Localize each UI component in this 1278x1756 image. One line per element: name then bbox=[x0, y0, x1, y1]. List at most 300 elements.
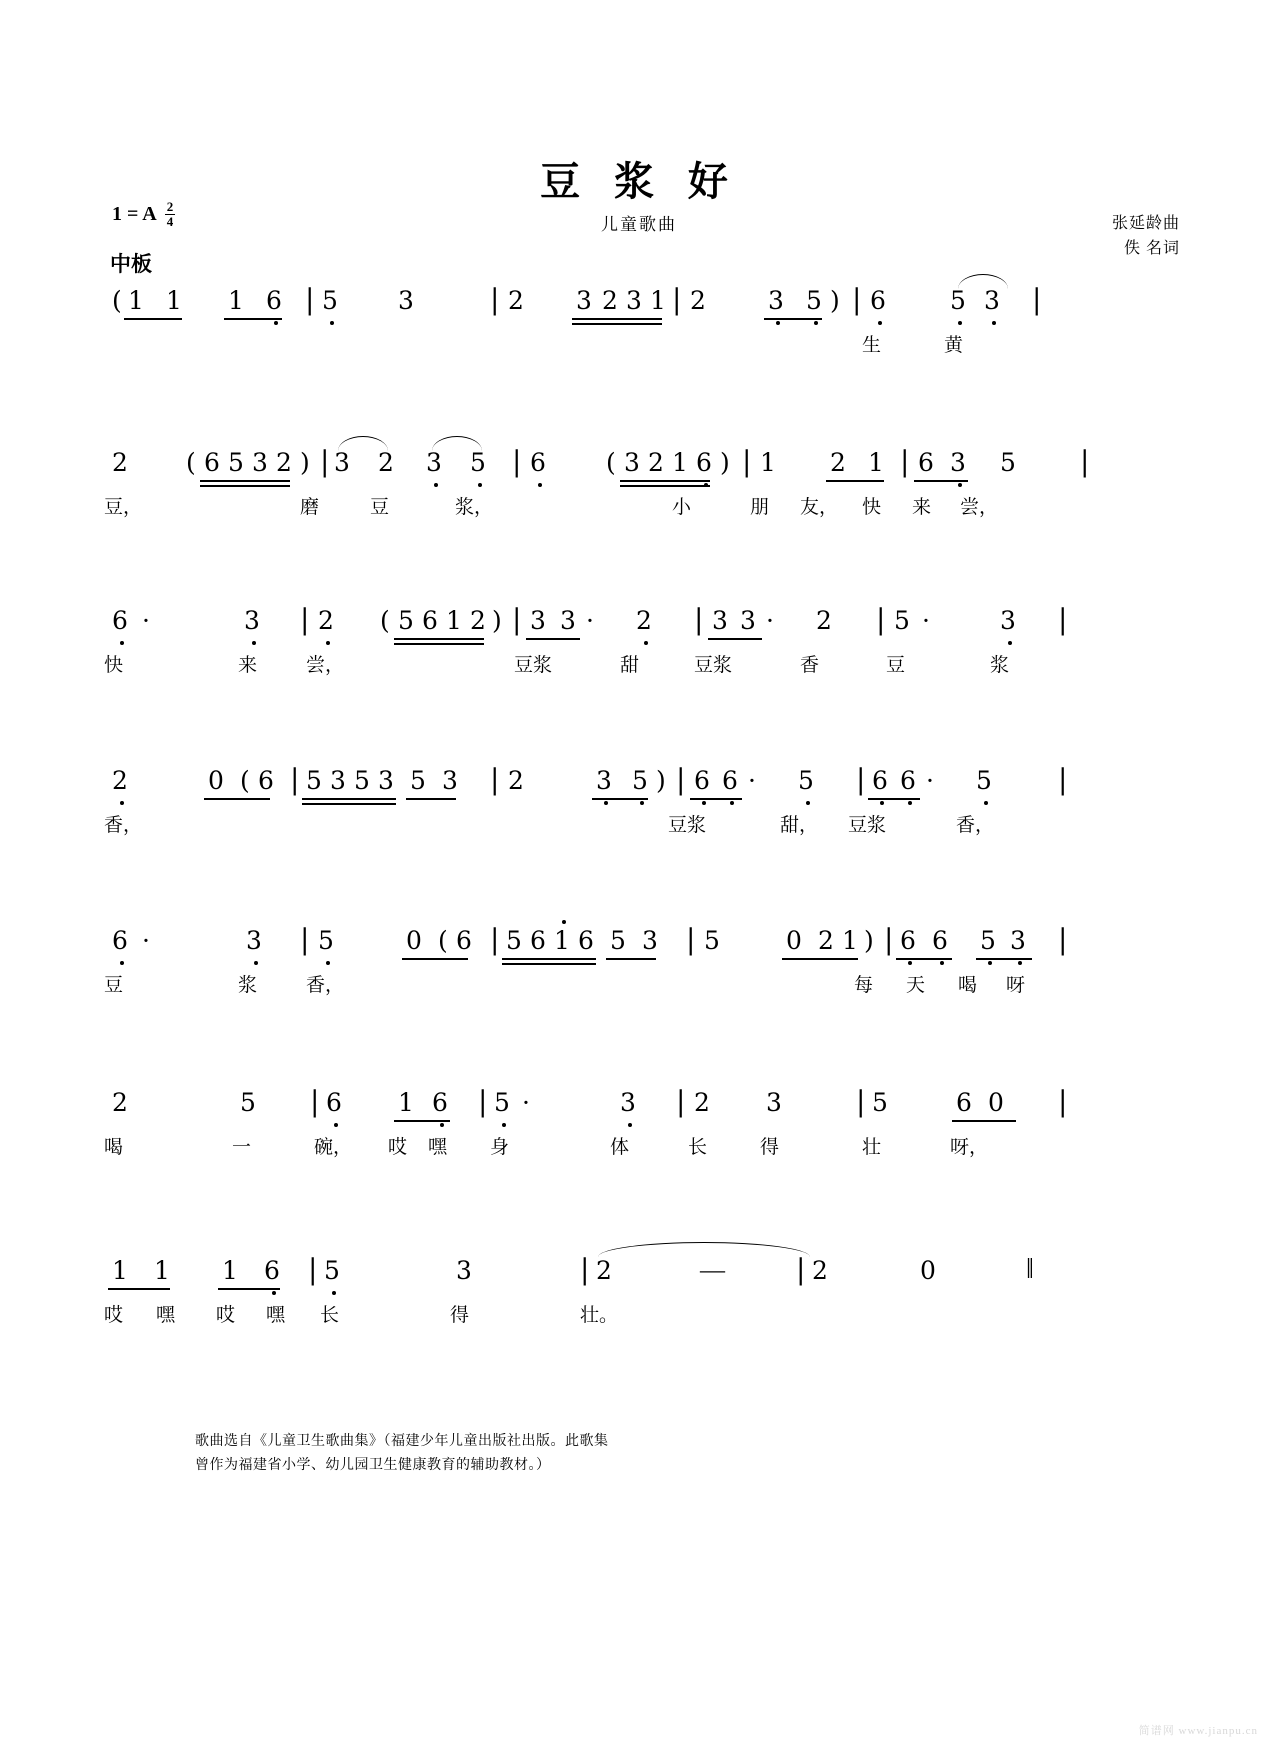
note: ( bbox=[240, 766, 250, 795]
low-octave-dot bbox=[880, 801, 884, 805]
note: · bbox=[766, 606, 774, 635]
lyric-line-1 bbox=[0, 336, 1278, 376]
barline: | bbox=[310, 1085, 320, 1118]
beam bbox=[394, 1120, 450, 1122]
note: 3 bbox=[252, 448, 268, 477]
note: ) bbox=[492, 606, 502, 635]
note: 3 bbox=[334, 448, 350, 477]
note: 5 bbox=[798, 766, 814, 795]
barline: | bbox=[300, 923, 310, 956]
note: 6 bbox=[696, 448, 712, 477]
low-octave-dot bbox=[434, 483, 438, 487]
note: 6 bbox=[422, 606, 438, 635]
note: 5 bbox=[506, 926, 522, 955]
lyric-line-2 bbox=[0, 498, 1278, 538]
sustain-dash: — bbox=[700, 1257, 725, 1284]
note: 5 bbox=[240, 1088, 256, 1117]
beam bbox=[200, 480, 290, 482]
low-octave-dot bbox=[958, 483, 962, 487]
lyric-syllable: 香， bbox=[956, 814, 995, 836]
lyric-syllable: 香 bbox=[800, 654, 820, 676]
barline: | bbox=[1058, 763, 1068, 796]
note: 5 bbox=[632, 766, 648, 795]
lyric-syllable: 小 bbox=[672, 496, 692, 518]
note: 3 bbox=[442, 766, 458, 795]
score-row-7 bbox=[0, 1253, 1278, 1418]
note: 6 bbox=[112, 606, 128, 635]
low-octave-dot bbox=[984, 801, 988, 805]
lyric-syllable: 一 bbox=[232, 1136, 252, 1158]
note: 6 bbox=[578, 926, 594, 955]
low-octave-dot bbox=[252, 641, 256, 645]
lyric-syllable: 香， bbox=[306, 974, 345, 996]
lyric-syllable: 哎 bbox=[104, 1304, 124, 1326]
barline: | bbox=[320, 445, 330, 478]
key-label: 1 = A bbox=[112, 202, 157, 225]
low-octave-dot bbox=[806, 801, 810, 805]
note: 1 bbox=[222, 1256, 238, 1285]
low-octave-dot bbox=[730, 801, 734, 805]
beam bbox=[224, 318, 282, 320]
note: ) bbox=[720, 448, 730, 477]
barline: | bbox=[1080, 445, 1090, 478]
beam bbox=[200, 485, 290, 487]
beam bbox=[620, 480, 710, 482]
beam bbox=[952, 1120, 1016, 1122]
barline: | bbox=[796, 1253, 806, 1286]
barline: | bbox=[478, 1085, 488, 1118]
low-octave-dot bbox=[334, 1123, 338, 1127]
note: 6 bbox=[530, 448, 546, 477]
note: 3 bbox=[1010, 926, 1026, 955]
low-octave-dot bbox=[502, 1123, 506, 1127]
barline: | bbox=[672, 283, 682, 316]
note: 5 bbox=[806, 286, 822, 315]
note: ) bbox=[300, 448, 310, 477]
barline: | bbox=[305, 283, 315, 316]
barline: | bbox=[856, 1085, 866, 1118]
page-title: 豆 浆 好 bbox=[540, 158, 738, 205]
note: 5 bbox=[410, 766, 426, 795]
note: 0 bbox=[988, 1088, 1004, 1117]
low-octave-dot bbox=[326, 961, 330, 965]
note: 5 bbox=[980, 926, 996, 955]
low-octave-dot bbox=[908, 961, 912, 965]
note: 6 bbox=[432, 1088, 448, 1117]
beam bbox=[502, 963, 596, 965]
low-octave-dot bbox=[1008, 641, 1012, 645]
lyric-syllable: 碗， bbox=[314, 1136, 353, 1158]
note: 3 bbox=[766, 1088, 782, 1117]
high-octave-dot bbox=[562, 920, 566, 924]
footnote: 歌曲选自《儿童卫生歌曲集》（福建少年儿童出版社出版。此歌集曾作为福建省小学、幼儿园卫生健康教育的辅助教材。） bbox=[195, 1434, 609, 1473]
lyric-syllable: 豆 bbox=[886, 654, 906, 676]
note: 3 bbox=[330, 766, 346, 795]
note: 2 bbox=[112, 766, 128, 795]
beam bbox=[690, 798, 742, 800]
note: 6 bbox=[264, 1256, 280, 1285]
low-octave-dot bbox=[1018, 961, 1022, 965]
watermark: 简谱网 www.jianpu.cn bbox=[1138, 1725, 1258, 1737]
lyric-syllable: 壮。 bbox=[580, 1304, 619, 1326]
note: 5 bbox=[610, 926, 626, 955]
note: 5 bbox=[976, 766, 992, 795]
note: 5 bbox=[470, 448, 486, 477]
score-row-5 bbox=[0, 923, 1278, 1088]
barline: | bbox=[490, 923, 500, 956]
lyric-syllable: 生 bbox=[862, 334, 882, 356]
note: 1 bbox=[760, 448, 776, 477]
note: 3 bbox=[596, 766, 612, 795]
time-signature-denominator: 4 bbox=[166, 213, 174, 229]
barline: | bbox=[876, 603, 886, 636]
score-row-1 bbox=[0, 283, 1278, 448]
beam bbox=[108, 1288, 170, 1290]
beam bbox=[572, 323, 662, 325]
barline: | bbox=[742, 445, 752, 478]
lyric-syllable: 得 bbox=[450, 1304, 470, 1326]
lyric-syllable: 呀 bbox=[1006, 974, 1026, 996]
low-octave-dot bbox=[878, 321, 882, 325]
low-octave-dot bbox=[330, 321, 334, 325]
low-octave-dot bbox=[326, 641, 330, 645]
low-octave-dot bbox=[640, 801, 644, 805]
lyric-syllable: 浆 bbox=[238, 974, 258, 996]
barline: | bbox=[512, 603, 522, 636]
lyric-syllable: 豆 bbox=[104, 974, 124, 996]
lyric-line-3 bbox=[0, 656, 1278, 696]
barline: | bbox=[686, 923, 696, 956]
barline: | bbox=[290, 763, 300, 796]
lyric-syllable: 体 bbox=[610, 1136, 630, 1158]
barline: | bbox=[676, 1085, 686, 1118]
note: 2 bbox=[816, 606, 832, 635]
note: 2 bbox=[694, 1088, 710, 1117]
beam bbox=[826, 480, 884, 482]
beam bbox=[502, 958, 596, 960]
page-subtitle: 儿童歌曲 bbox=[601, 215, 677, 234]
lyric-syllable: 豆 bbox=[370, 496, 390, 518]
note: · bbox=[522, 1088, 530, 1117]
barline: | bbox=[852, 283, 862, 316]
note: 2 bbox=[318, 606, 334, 635]
lyric-syllable: 哎 bbox=[216, 1304, 236, 1326]
beam bbox=[620, 485, 710, 487]
note: · bbox=[142, 606, 150, 635]
lyric-syllable: 天 bbox=[906, 974, 926, 996]
note: ) bbox=[830, 286, 840, 315]
note: · bbox=[922, 606, 930, 635]
lyric-syllable: 甜 bbox=[620, 654, 640, 676]
low-octave-dot bbox=[274, 321, 278, 325]
low-octave-dot bbox=[254, 961, 258, 965]
beam bbox=[606, 958, 656, 960]
note: 5 bbox=[894, 606, 910, 635]
lyric-syllable: 豆浆 bbox=[848, 814, 887, 836]
note: 5 bbox=[306, 766, 322, 795]
score-row-6 bbox=[0, 1085, 1278, 1250]
note: · bbox=[748, 766, 756, 795]
lyric-syllable: 黄 bbox=[944, 334, 964, 356]
note: 6 bbox=[872, 766, 888, 795]
barline: | bbox=[884, 923, 894, 956]
low-octave-dot bbox=[908, 801, 912, 805]
note: 0 bbox=[208, 766, 224, 795]
beam bbox=[124, 318, 182, 320]
low-octave-dot bbox=[120, 961, 124, 965]
note: 5 bbox=[950, 286, 966, 315]
beam bbox=[572, 318, 662, 320]
note: 6 bbox=[456, 926, 472, 955]
note: 0 bbox=[786, 926, 802, 955]
lyricist-credit: 佚 名词 bbox=[1123, 239, 1180, 257]
note: 3 bbox=[740, 606, 756, 635]
note: 2 bbox=[112, 448, 128, 477]
lyric-line-4 bbox=[0, 816, 1278, 856]
note: 3 bbox=[244, 606, 260, 635]
barline: | bbox=[580, 1253, 590, 1286]
note: 0 bbox=[406, 926, 422, 955]
score-row-3 bbox=[0, 603, 1278, 768]
low-octave-dot bbox=[814, 321, 818, 325]
note: 6 bbox=[870, 286, 886, 315]
lyric-syllable: 来 bbox=[912, 496, 932, 518]
note: ) bbox=[656, 766, 666, 795]
time-signature bbox=[165, 200, 176, 228]
note: 6 bbox=[900, 926, 916, 955]
note: 5 bbox=[872, 1088, 888, 1117]
low-octave-dot bbox=[440, 1123, 444, 1127]
note: 1 bbox=[672, 448, 688, 477]
note: 1 bbox=[868, 448, 884, 477]
note: 1 bbox=[128, 286, 144, 315]
lyric-syllable: 哎 bbox=[388, 1136, 408, 1158]
note: 2 bbox=[470, 606, 486, 635]
beam bbox=[218, 1288, 280, 1290]
note: 5 bbox=[318, 926, 334, 955]
note: 5 bbox=[228, 448, 244, 477]
lyric-syllable: 朋 bbox=[750, 496, 770, 518]
lyric-syllable: 来 bbox=[238, 654, 258, 676]
low-octave-dot bbox=[988, 961, 992, 965]
tempo-marking: 中板 bbox=[110, 252, 152, 276]
note: 2 bbox=[830, 448, 846, 477]
note: ( bbox=[438, 926, 448, 955]
note: 0 bbox=[920, 1256, 936, 1285]
note: ) bbox=[864, 926, 874, 955]
lyric-syllable: 喝 bbox=[958, 974, 978, 996]
lyric-syllable: 磨 bbox=[300, 496, 320, 518]
lyric-syllable: 得 bbox=[760, 1136, 780, 1158]
lyric-syllable: 呀， bbox=[950, 1136, 989, 1158]
note: 6 bbox=[900, 766, 916, 795]
barline: | bbox=[694, 603, 704, 636]
beam bbox=[976, 958, 1032, 960]
lyric-syllable: 尝， bbox=[960, 496, 999, 518]
note: 2 bbox=[596, 1256, 612, 1285]
low-octave-dot bbox=[332, 1291, 336, 1295]
note: 3 bbox=[456, 1256, 472, 1285]
low-octave-dot bbox=[120, 641, 124, 645]
barline: | bbox=[900, 445, 910, 478]
lyric-syllable: 浆 bbox=[990, 654, 1010, 676]
note: 6 bbox=[932, 926, 948, 955]
note: 2 bbox=[508, 766, 524, 795]
note: 1 bbox=[154, 1256, 170, 1285]
beam bbox=[394, 638, 484, 640]
low-octave-dot bbox=[776, 321, 780, 325]
lyric-syllable: 长 bbox=[688, 1136, 708, 1158]
note: 5 bbox=[322, 286, 338, 315]
time-signature-numerator: 2 bbox=[166, 199, 174, 214]
note: 3 bbox=[642, 926, 658, 955]
low-octave-dot bbox=[272, 1291, 276, 1295]
note: 6 bbox=[530, 926, 546, 955]
note: 2 bbox=[378, 448, 394, 477]
note: 3 bbox=[246, 926, 262, 955]
note: 2 bbox=[112, 1088, 128, 1117]
note: ( bbox=[112, 286, 122, 315]
note: 2 bbox=[690, 286, 706, 315]
lyric-syllable: 甜， bbox=[780, 814, 819, 836]
note: 6 bbox=[694, 766, 710, 795]
note: 3 bbox=[768, 286, 784, 315]
lyric-syllable: 香， bbox=[104, 814, 143, 836]
note: 1 bbox=[166, 286, 182, 315]
note: 1 bbox=[554, 926, 570, 955]
barline: | bbox=[676, 763, 686, 796]
note: 1 bbox=[112, 1256, 128, 1285]
note: 3 bbox=[626, 286, 642, 315]
score-row-2 bbox=[0, 445, 1278, 610]
barline: | bbox=[1058, 1085, 1068, 1118]
note: 2 bbox=[812, 1256, 828, 1285]
barline: | bbox=[308, 1253, 318, 1286]
barline: | bbox=[490, 763, 500, 796]
note: 6 bbox=[326, 1088, 342, 1117]
lyric-line-5 bbox=[0, 976, 1278, 1016]
lyric-syllable: 浆， bbox=[455, 496, 494, 518]
lyric-syllable: 嘿 bbox=[428, 1136, 448, 1158]
note: 3 bbox=[530, 606, 546, 635]
composer-credit: 张延龄曲 bbox=[1111, 215, 1180, 232]
note: 5 bbox=[1000, 448, 1016, 477]
note: 2 bbox=[636, 606, 652, 635]
barline: | bbox=[856, 763, 866, 796]
beam bbox=[782, 958, 858, 960]
score-row-4 bbox=[0, 763, 1278, 928]
credits bbox=[1112, 212, 1180, 262]
lyric-syllable: 豆浆 bbox=[514, 654, 553, 676]
note: 3 bbox=[984, 286, 1000, 315]
lyric-line-7 bbox=[0, 1306, 1278, 1346]
note: 3 bbox=[624, 448, 640, 477]
note: 3 bbox=[712, 606, 728, 635]
note: ( bbox=[606, 448, 616, 477]
lyric-syllable: 快 bbox=[862, 496, 882, 518]
barline: | bbox=[1058, 923, 1068, 956]
note: 6 bbox=[266, 286, 282, 315]
note: 6 bbox=[956, 1088, 972, 1117]
beam bbox=[868, 798, 920, 800]
barline: | bbox=[1058, 603, 1068, 636]
note: ( bbox=[186, 448, 196, 477]
lyric-syllable: 友， bbox=[800, 496, 839, 518]
note: 3 bbox=[620, 1088, 636, 1117]
low-octave-dot bbox=[478, 483, 482, 487]
note: 3 bbox=[1000, 606, 1016, 635]
note: 5 bbox=[704, 926, 720, 955]
lyric-syllable: 快 bbox=[104, 654, 124, 676]
low-octave-dot bbox=[120, 801, 124, 805]
barline: | bbox=[1032, 283, 1042, 316]
lyric-syllable: 尝， bbox=[306, 654, 345, 676]
lyric-syllable: 豆浆 bbox=[668, 814, 707, 836]
barline: | bbox=[300, 603, 310, 636]
note: · bbox=[586, 606, 594, 635]
note: 2 bbox=[818, 926, 834, 955]
beam bbox=[708, 638, 762, 640]
low-octave-dot bbox=[538, 483, 542, 487]
lyric-syllable: 长 bbox=[320, 1304, 340, 1326]
barline: | bbox=[490, 283, 500, 316]
note: 3 bbox=[378, 766, 394, 795]
note: 2 bbox=[648, 448, 664, 477]
beam bbox=[592, 798, 648, 800]
note: 3 bbox=[560, 606, 576, 635]
note: 5 bbox=[324, 1256, 340, 1285]
beam bbox=[896, 958, 952, 960]
note: 5 bbox=[398, 606, 414, 635]
note: 6 bbox=[918, 448, 934, 477]
note: 2 bbox=[508, 286, 524, 315]
note: 1 bbox=[398, 1088, 414, 1117]
note: 5 bbox=[494, 1088, 510, 1117]
low-octave-dot bbox=[604, 801, 608, 805]
note: 6 bbox=[258, 766, 274, 795]
beam bbox=[302, 798, 396, 800]
final-barline: ‖ bbox=[1026, 1254, 1030, 1285]
low-octave-dot bbox=[644, 641, 648, 645]
note: · bbox=[926, 766, 934, 795]
beam bbox=[406, 798, 456, 800]
note: · bbox=[142, 926, 150, 955]
note: 1 bbox=[228, 286, 244, 315]
lyric-syllable: 身 bbox=[490, 1136, 510, 1158]
note: 6 bbox=[204, 448, 220, 477]
note: 3 bbox=[398, 286, 414, 315]
note: 2 bbox=[602, 286, 618, 315]
low-octave-dot bbox=[958, 321, 962, 325]
note: 1 bbox=[446, 606, 462, 635]
low-octave-dot bbox=[628, 1123, 632, 1127]
key-signature bbox=[112, 200, 175, 228]
beam bbox=[914, 480, 968, 482]
lyric-syllable: 壮 bbox=[862, 1136, 882, 1158]
note: ( bbox=[380, 606, 390, 635]
lyric-syllable: 豆浆 bbox=[694, 654, 733, 676]
beam bbox=[764, 318, 822, 320]
note: 2 bbox=[276, 448, 292, 477]
low-octave-dot bbox=[992, 321, 996, 325]
note: 3 bbox=[426, 448, 442, 477]
note: 1 bbox=[842, 926, 858, 955]
lyric-syllable: 豆， bbox=[104, 496, 143, 518]
note: 6 bbox=[112, 926, 128, 955]
lyric-syllable: 喝 bbox=[104, 1136, 124, 1158]
lyric-syllable: 嘿 bbox=[266, 1304, 286, 1326]
note: 5 bbox=[354, 766, 370, 795]
